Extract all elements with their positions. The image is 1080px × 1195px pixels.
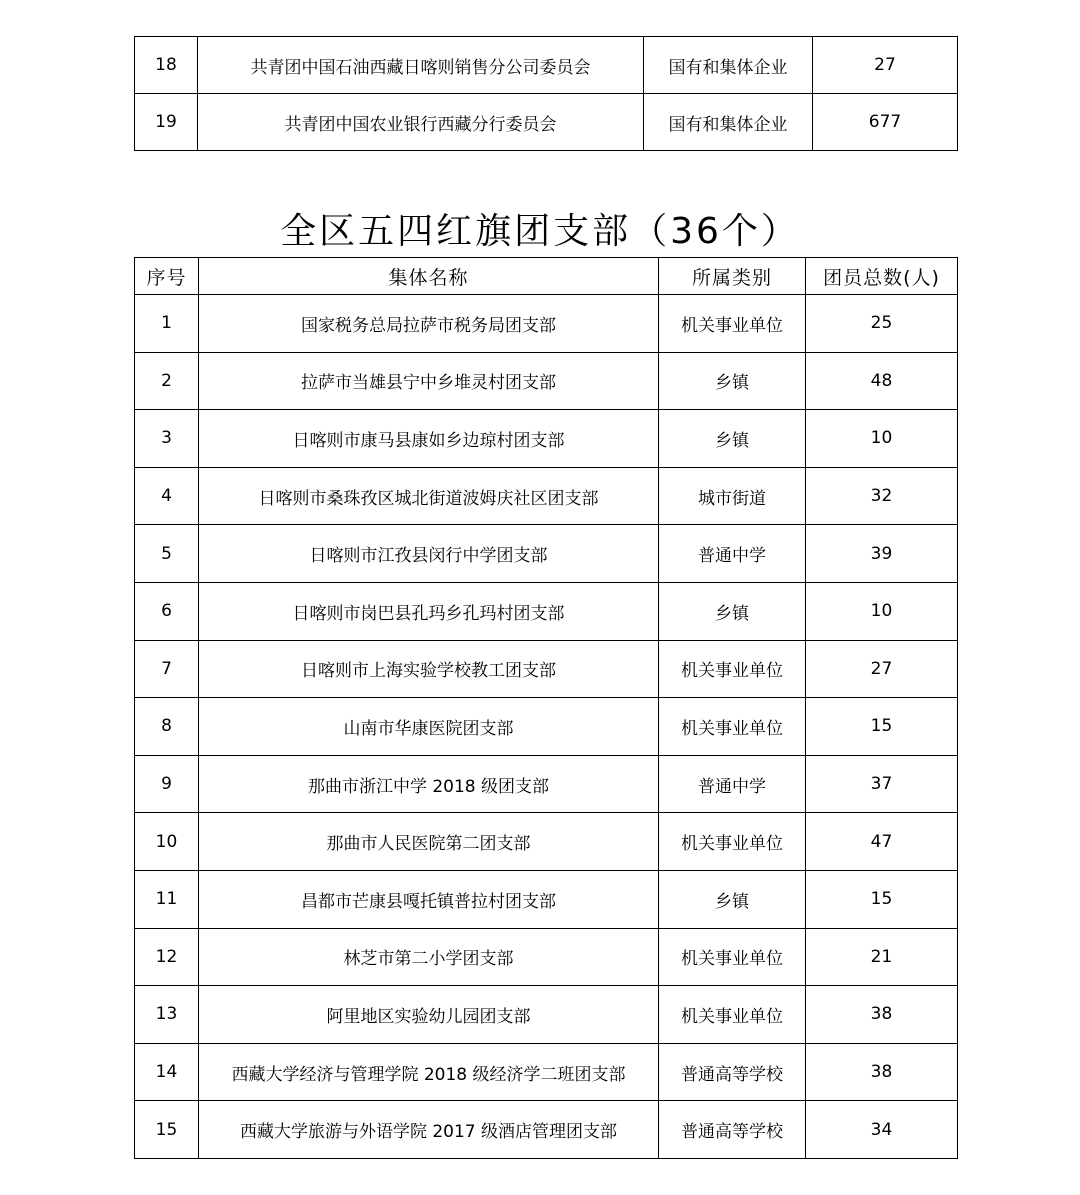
row-number: 11 xyxy=(135,870,199,928)
table-row xyxy=(135,755,958,813)
category: 机关事业单位 xyxy=(659,986,806,1044)
member-count: 25 xyxy=(806,295,958,353)
member-count: 10 xyxy=(806,582,958,640)
row-number: 19 xyxy=(135,94,198,151)
honor-list-table xyxy=(134,257,958,1159)
row-number: 2 xyxy=(135,352,199,410)
row-number: 7 xyxy=(135,640,199,698)
table-row xyxy=(135,1101,958,1159)
table-row xyxy=(135,813,958,871)
collective-name: 西藏大学经济与管理学院 2018 级经济学二班团支部 xyxy=(199,1043,659,1101)
member-count: 15 xyxy=(806,870,958,928)
category: 普通高等学校 xyxy=(659,1101,806,1159)
collective-name: 那曲市浙江中学 2018 级团支部 xyxy=(199,755,659,813)
header-number: 序号 xyxy=(135,258,199,295)
table-row xyxy=(135,928,958,986)
row-number: 10 xyxy=(135,813,199,871)
table-row xyxy=(135,525,958,583)
row-number: 4 xyxy=(135,467,199,525)
table-row xyxy=(135,986,958,1044)
member-count: 37 xyxy=(806,755,958,813)
row-number: 3 xyxy=(135,410,199,468)
table-row xyxy=(135,640,958,698)
category: 乡镇 xyxy=(659,410,806,468)
category: 乡镇 xyxy=(659,352,806,410)
row-number: 1 xyxy=(135,295,199,353)
previous-section-table xyxy=(134,36,958,151)
table-row xyxy=(135,1043,958,1101)
category: 国有和集体企业 xyxy=(644,37,813,94)
member-count: 48 xyxy=(806,352,958,410)
category: 机关事业单位 xyxy=(659,640,806,698)
category: 机关事业单位 xyxy=(659,813,806,871)
category: 国有和集体企业 xyxy=(644,94,813,151)
collective-name: 山南市华康医院团支部 xyxy=(199,698,659,756)
header-category: 所属类别 xyxy=(659,258,806,295)
category: 城市街道 xyxy=(659,467,806,525)
collective-name: 西藏大学旅游与外语学院 2017 级酒店管理团支部 xyxy=(199,1101,659,1159)
member-count: 38 xyxy=(806,1043,958,1101)
table-row xyxy=(135,295,958,353)
member-count: 677 xyxy=(813,94,958,151)
row-number: 5 xyxy=(135,525,199,583)
row-number: 6 xyxy=(135,582,199,640)
collective-name: 拉萨市当雄县宁中乡堆灵村团支部 xyxy=(199,352,659,410)
collective-name: 共青团中国农业银行西藏分行委员会 xyxy=(198,94,644,151)
member-count: 47 xyxy=(806,813,958,871)
table-row xyxy=(135,410,958,468)
collective-name: 林芝市第二小学团支部 xyxy=(199,928,659,986)
category: 机关事业单位 xyxy=(659,928,806,986)
collective-name: 国家税务总局拉萨市税务局团支部 xyxy=(199,295,659,353)
collective-name: 日喀则市桑珠孜区城北街道波姆庆社区团支部 xyxy=(199,467,659,525)
table-row xyxy=(135,870,958,928)
collective-name: 那曲市人民医院第二团支部 xyxy=(199,813,659,871)
collective-name: 日喀则市康马县康如乡边琼村团支部 xyxy=(199,410,659,468)
row-number: 13 xyxy=(135,986,199,1044)
table-body xyxy=(135,295,958,1159)
member-count: 38 xyxy=(806,986,958,1044)
member-count: 32 xyxy=(806,467,958,525)
member-count: 15 xyxy=(806,698,958,756)
table-row xyxy=(135,37,958,94)
member-count: 10 xyxy=(806,410,958,468)
collective-name: 日喀则市江孜县闵行中学团支部 xyxy=(199,525,659,583)
section-title: 全区五四红旗团支部（36个） xyxy=(280,211,800,252)
category: 机关事业单位 xyxy=(659,698,806,756)
row-number: 18 xyxy=(135,37,198,94)
collective-name: 阿里地区实验幼儿园团支部 xyxy=(199,986,659,1044)
row-number: 8 xyxy=(135,698,199,756)
category: 普通高等学校 xyxy=(659,1043,806,1101)
category: 乡镇 xyxy=(659,582,806,640)
collective-name: 共青团中国石油西藏日喀则销售分公司委员会 xyxy=(198,37,644,94)
table-row xyxy=(135,698,958,756)
member-count: 21 xyxy=(806,928,958,986)
header-count: 团员总数(人) xyxy=(806,258,958,295)
collective-name: 日喀则市上海实验学校教工团支部 xyxy=(199,640,659,698)
collective-name: 日喀则市岗巴县孔玛乡孔玛村团支部 xyxy=(199,582,659,640)
table-row xyxy=(135,582,958,640)
collective-name: 昌都市芒康县嘎托镇普拉村团支部 xyxy=(199,870,659,928)
member-count: 27 xyxy=(813,37,958,94)
category: 机关事业单位 xyxy=(659,295,806,353)
category: 乡镇 xyxy=(659,870,806,928)
category: 普通中学 xyxy=(659,755,806,813)
table-row xyxy=(135,467,958,525)
table-row xyxy=(135,352,958,410)
member-count: 27 xyxy=(806,640,958,698)
table-row xyxy=(135,94,958,151)
row-number: 14 xyxy=(135,1043,199,1101)
member-count: 39 xyxy=(806,525,958,583)
row-number: 15 xyxy=(135,1101,199,1159)
row-number: 9 xyxy=(135,755,199,813)
table-header-row xyxy=(135,258,958,295)
row-number: 12 xyxy=(135,928,199,986)
category: 普通中学 xyxy=(659,525,806,583)
header-name: 集体名称 xyxy=(199,258,659,295)
member-count: 34 xyxy=(806,1101,958,1159)
